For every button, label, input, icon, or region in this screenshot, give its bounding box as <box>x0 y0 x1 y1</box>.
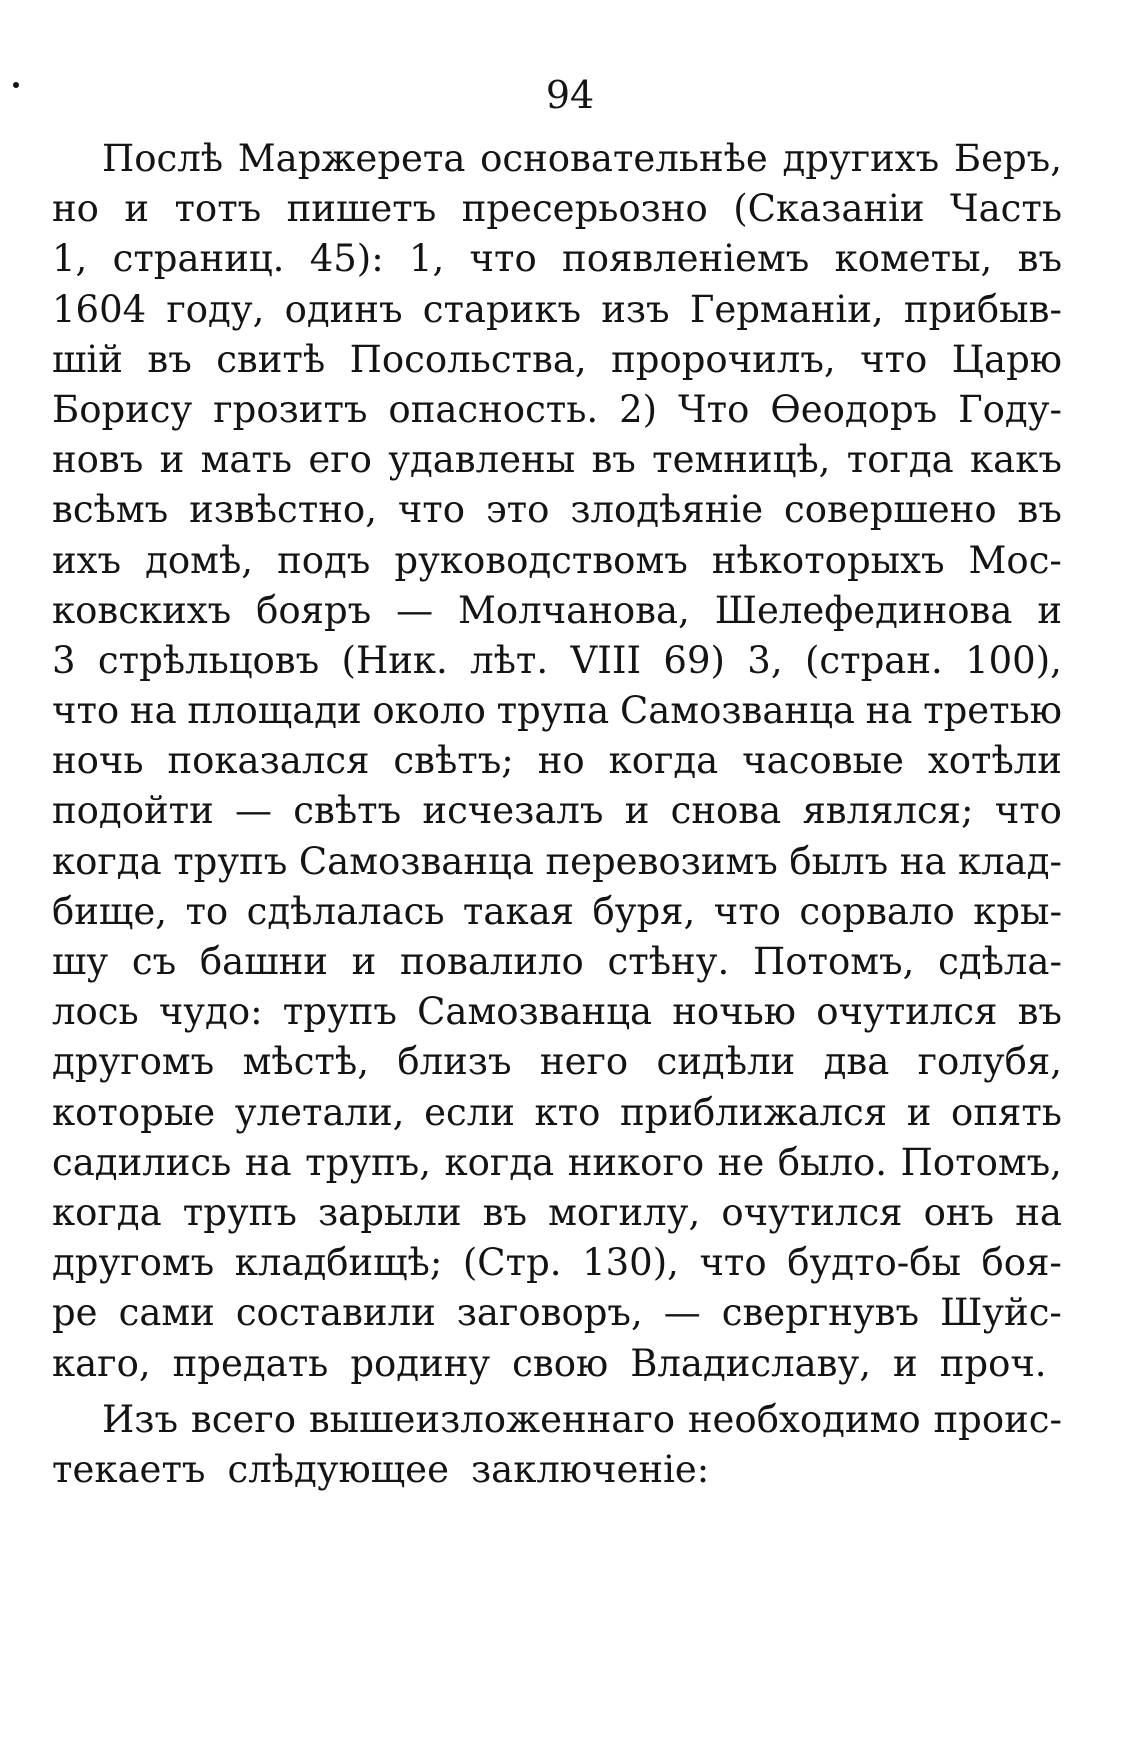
word: — <box>663 1291 701 1335</box>
word: садились <box>52 1140 232 1184</box>
word: въ <box>1017 990 1062 1034</box>
word: 69) <box>663 638 725 682</box>
word: голубя, <box>917 1040 1062 1084</box>
word: когда <box>52 1190 162 1234</box>
word: трупа <box>496 689 610 733</box>
word: лось <box>52 990 139 1034</box>
word: проис- <box>933 1397 1062 1441</box>
word: въ <box>1017 237 1062 281</box>
word: что <box>469 237 537 281</box>
text-line <box>52 586 1062 636</box>
word: два <box>823 1040 890 1084</box>
text-line <box>52 435 1062 485</box>
word: слѣдующее <box>227 1447 449 1491</box>
word: сидѣли <box>656 1040 796 1084</box>
word: въ <box>1017 488 1062 532</box>
word: Посольства, <box>349 337 587 381</box>
word: Потомъ, <box>752 940 915 983</box>
word: темницѣ, <box>652 438 831 482</box>
word: Шелефединова <box>714 588 1013 632</box>
word: шу <box>52 940 109 983</box>
word: пресерьозно <box>461 187 708 231</box>
word: нѣкоторыхъ <box>711 538 945 582</box>
word: ночью <box>672 990 797 1034</box>
text-line <box>52 987 1062 1037</box>
word: въ <box>147 337 192 381</box>
word: старикъ <box>422 287 581 331</box>
word: бище, <box>52 889 167 933</box>
word: домѣ, <box>145 538 254 582</box>
word: пишетъ <box>286 187 437 231</box>
word: мѣстѣ, <box>242 1040 369 1084</box>
word: повалило <box>400 940 584 983</box>
word: что <box>713 889 781 933</box>
word: 3, <box>747 638 783 682</box>
word: проч. <box>939 1341 1047 1385</box>
word: кометы, <box>834 237 993 281</box>
word: него <box>539 1040 629 1084</box>
word: свергнувъ <box>721 1291 920 1335</box>
word: (Стр. <box>462 1241 562 1285</box>
word: снова <box>670 789 782 833</box>
word: часовые <box>742 739 904 783</box>
word: году, <box>166 287 265 331</box>
word: стѣну. <box>607 940 730 983</box>
text-line <box>52 184 1062 234</box>
word: Потомъ, <box>900 1140 1062 1184</box>
word: трупъ <box>282 990 397 1034</box>
word: другомъ <box>52 1040 215 1084</box>
text-line <box>52 1037 1062 1087</box>
word: трупъ, <box>305 1140 431 1184</box>
word: на <box>865 689 913 733</box>
word: удавлены <box>388 438 576 482</box>
word: — <box>396 588 434 632</box>
text-line <box>52 786 1062 836</box>
word: руководствомъ <box>394 538 688 582</box>
word: Самозванца <box>417 990 653 1034</box>
word: злодѣяніе <box>570 488 764 532</box>
word: свѣтъ; <box>393 739 514 783</box>
word: чудо: <box>158 990 263 1034</box>
word: если <box>424 1090 515 1134</box>
word: стрѣльцовъ <box>97 638 320 682</box>
word: сорвало <box>799 889 955 933</box>
word: которые <box>52 1090 216 1134</box>
text-line <box>52 837 1062 887</box>
word: предать <box>172 1341 329 1385</box>
word: необходимо <box>687 1397 921 1441</box>
word: Владиславу, <box>630 1341 872 1385</box>
word: что <box>860 337 928 381</box>
word: пророчилъ, <box>611 337 836 381</box>
word: когда <box>608 739 719 783</box>
word: и <box>893 1341 918 1385</box>
word: и <box>159 438 185 482</box>
word: кры- <box>973 889 1062 933</box>
text-line <box>52 736 1062 786</box>
word: его <box>308 438 372 482</box>
text-line <box>52 1088 1062 1138</box>
word: трупъ <box>173 839 288 883</box>
word: клад- <box>958 839 1062 883</box>
word: мать <box>200 438 293 482</box>
word: показался <box>167 739 370 783</box>
word: 100), <box>965 638 1062 682</box>
word: опасность. <box>388 387 599 431</box>
word: приближался <box>620 1090 888 1134</box>
word: заключеніе: <box>470 1447 710 1491</box>
word: онъ <box>923 1190 995 1234</box>
word: (стран. <box>804 638 943 682</box>
word: не <box>717 1140 765 1184</box>
word: трупъ <box>182 1190 297 1234</box>
word: и <box>351 940 377 983</box>
word: другихъ <box>782 137 940 180</box>
word: свою <box>512 1341 609 1385</box>
word: новъ <box>52 438 144 482</box>
word: заговоръ, <box>456 1291 643 1335</box>
word: свитѣ <box>216 337 326 381</box>
word: каго, <box>52 1341 151 1385</box>
word: на <box>1015 1190 1062 1234</box>
word: прибыв- <box>903 287 1062 331</box>
word: составили <box>235 1291 436 1335</box>
text-line <box>52 234 1062 284</box>
word: это <box>485 488 550 532</box>
text-line <box>52 937 1062 987</box>
word: очутился <box>721 1190 903 1234</box>
word: всего <box>190 1397 296 1441</box>
word: Году- <box>958 387 1062 431</box>
text-line <box>52 887 1062 937</box>
word: появленіемъ <box>562 237 810 281</box>
page-number: 94 <box>545 73 595 117</box>
word: изъ <box>601 287 670 331</box>
word: основательнѣе <box>480 137 768 180</box>
word: Царю <box>951 337 1062 381</box>
word: то <box>185 889 229 933</box>
body-text <box>52 134 1062 1495</box>
word: являлся; <box>802 789 974 833</box>
word: на <box>244 1140 292 1184</box>
text-line <box>52 285 1062 335</box>
text-line <box>52 134 1062 184</box>
word: что <box>397 488 466 532</box>
word: Ѳеодоръ <box>770 387 938 431</box>
word: одинъ <box>284 287 403 331</box>
word: страниц. <box>112 237 285 281</box>
text-line <box>52 536 1062 586</box>
paragraph <box>52 1395 1062 1495</box>
word: Послѣ <box>102 137 224 180</box>
text-line <box>52 636 1062 686</box>
word: 45): <box>309 237 384 281</box>
word: бояръ <box>256 588 372 632</box>
word: сами <box>118 1291 215 1335</box>
word: (Ник. <box>341 638 448 682</box>
word: извѣстно, <box>189 488 377 532</box>
text-line <box>52 1445 1062 1495</box>
word: могилу, <box>548 1190 701 1234</box>
word: Изъ <box>102 1397 178 1441</box>
text-line <box>52 1238 1062 1288</box>
word: перевозимъ <box>545 839 778 883</box>
word: хотѣли <box>927 739 1062 783</box>
word: Борису <box>52 387 193 431</box>
word: другомъ <box>52 1241 215 1285</box>
word: что <box>994 789 1062 833</box>
word: свѣтъ <box>293 789 402 833</box>
word: VIII <box>570 638 642 682</box>
word: сдѣла- <box>938 940 1062 983</box>
word: былъ <box>789 839 889 883</box>
word: всѣмъ <box>52 488 169 532</box>
word: когда <box>52 839 162 883</box>
word: никого <box>567 1140 705 1184</box>
word: грозитъ <box>213 387 368 431</box>
word: Что <box>678 387 750 431</box>
word: башни <box>199 940 328 983</box>
word: 1, <box>52 237 88 281</box>
word: Германіи, <box>689 287 884 331</box>
word: близъ <box>397 1040 512 1084</box>
word: ре <box>52 1291 98 1335</box>
word: 1, <box>408 237 445 281</box>
word: и <box>1037 588 1062 632</box>
word: вышеизложеннаго <box>308 1397 676 1441</box>
word: и <box>124 187 150 231</box>
word: (Сказаніи <box>733 187 925 231</box>
word: улетали, <box>234 1090 405 1134</box>
word: шій <box>52 337 123 381</box>
word: подойти <box>52 789 214 833</box>
text-line <box>52 485 1062 535</box>
word: исчезалъ <box>422 789 604 833</box>
word: 130), <box>582 1241 679 1285</box>
word: Часть <box>949 187 1062 231</box>
word: ковскихъ <box>52 588 232 632</box>
word: съ <box>131 940 177 983</box>
word: тогда <box>846 438 954 482</box>
word: такая <box>462 889 574 933</box>
text-line <box>52 1188 1062 1238</box>
word: зарыли <box>317 1190 462 1234</box>
word: 1604 <box>52 287 147 331</box>
word: очутился <box>816 990 998 1034</box>
word: Самозванца <box>298 839 534 883</box>
text-line <box>52 686 1062 736</box>
word: Шуйс- <box>940 1291 1062 1335</box>
text-line <box>52 1138 1062 1188</box>
word: и <box>624 789 650 833</box>
word: и <box>906 1090 932 1134</box>
word: тотъ <box>174 187 262 231</box>
word: подъ <box>277 538 371 582</box>
word: Маржерета <box>237 137 466 180</box>
word: на <box>129 689 177 733</box>
word: буря, <box>592 889 696 933</box>
text-line <box>52 1339 1062 1389</box>
word: кладбищѣ; <box>234 1241 443 1285</box>
word: 3 <box>52 638 76 682</box>
word: что <box>52 689 120 733</box>
text-line <box>52 1395 1062 1445</box>
word: боя- <box>981 1241 1062 1285</box>
word: лѣт. <box>470 638 549 682</box>
word: площади <box>187 689 362 733</box>
word: сдѣлалась <box>246 889 445 933</box>
word: было. <box>777 1140 888 1184</box>
word: но <box>52 187 99 231</box>
word: 2) <box>619 387 658 431</box>
word: кто <box>534 1090 601 1134</box>
text-line <box>52 1288 1062 1338</box>
word: что <box>699 1241 767 1285</box>
text-line <box>52 335 1062 385</box>
word: ночь <box>52 739 144 783</box>
word: но <box>537 739 585 783</box>
word: ихъ <box>52 538 122 582</box>
word: Беръ, <box>953 137 1062 180</box>
word: въ <box>591 438 636 482</box>
word: текаетъ <box>52 1447 206 1491</box>
word: въ <box>482 1190 527 1234</box>
word: опять <box>951 1090 1062 1134</box>
word: Самозванца <box>619 689 855 733</box>
word: какъ <box>970 438 1062 482</box>
paragraph <box>52 134 1062 1389</box>
word: Мос- <box>968 538 1062 582</box>
word: Молчанова, <box>458 588 690 632</box>
word: на <box>899 839 947 883</box>
word: когда <box>444 1140 555 1184</box>
word: около <box>372 689 486 733</box>
word: третью <box>923 689 1062 733</box>
word: родину <box>350 1341 491 1385</box>
text-line <box>52 385 1062 435</box>
word: совершено <box>784 488 997 532</box>
word: будто-бы <box>787 1241 961 1285</box>
word: — <box>235 789 273 833</box>
